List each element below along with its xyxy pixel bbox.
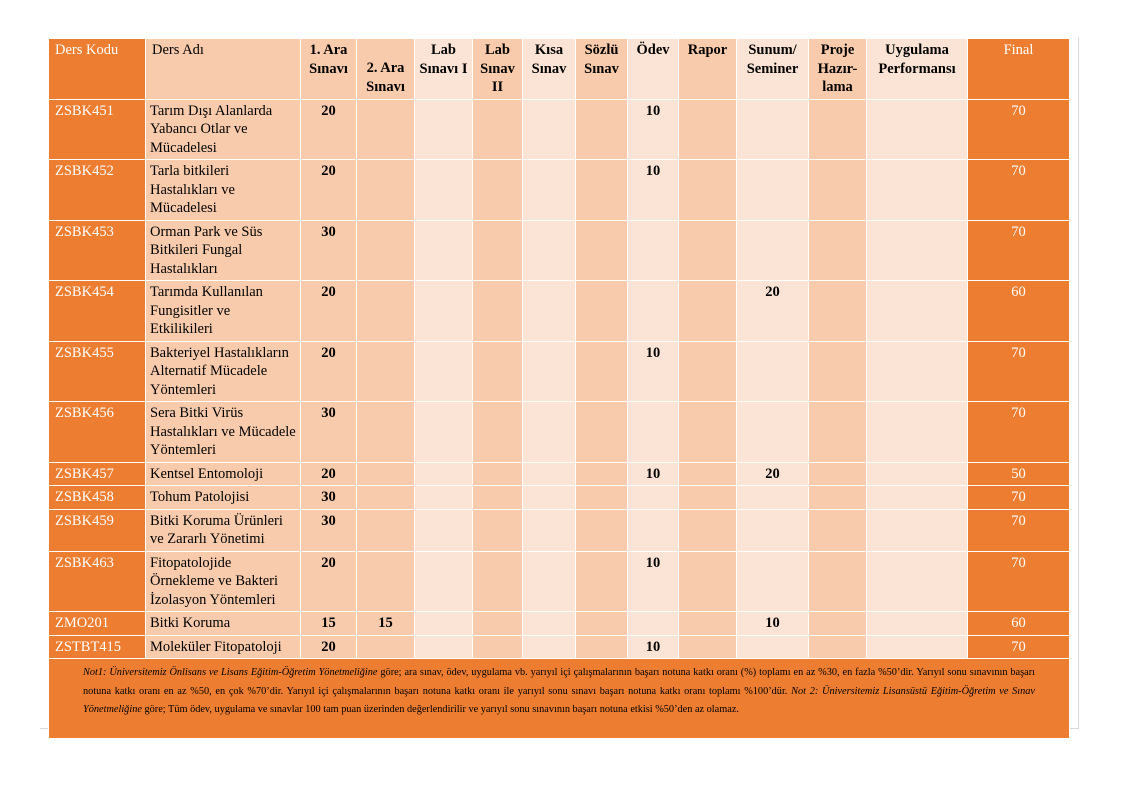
cell-lab1 (415, 551, 473, 612)
cell-code: ZSBK452 (49, 160, 146, 221)
cell-uygulama (867, 402, 968, 463)
table-row (49, 402, 1070, 463)
cell-lab2 (473, 402, 523, 463)
cell-sunum: 10 (737, 612, 809, 636)
cell-name: Kentsel Entomoloji (146, 462, 301, 486)
cell-rapor (679, 160, 737, 221)
cell-name: Sera Bitki Virüs Hastalıkları ve Mücadele Yöntemleri (146, 402, 301, 463)
cell-odev (628, 486, 679, 510)
cell-sunum (737, 551, 809, 612)
cell-lab2 (473, 509, 523, 551)
cell-final: 60 (968, 612, 1070, 636)
table-row (49, 509, 1070, 551)
cell-odev: 10 (628, 551, 679, 612)
cell-sozlu (576, 635, 628, 659)
cell-rapor (679, 612, 737, 636)
cell-proje (809, 99, 867, 160)
cell-kisa (523, 220, 576, 281)
cell-odev: 10 (628, 635, 679, 659)
cell-uygulama (867, 509, 968, 551)
cell-sozlu (576, 462, 628, 486)
header-kisa: Kısa Sınav (523, 39, 576, 100)
cell-name: Moleküler Fitopatoloji (146, 635, 301, 659)
header-name: Ders Adı (146, 39, 301, 100)
cell-proje (809, 486, 867, 510)
cell-uygulama (867, 635, 968, 659)
cell-code: ZSBK456 (49, 402, 146, 463)
note1-text: göre; ara sınav, ödev, uygulama vb. yarıyıl içi çalışmalarının başarı notuna katkı oranı (%) toplamı en az %30, en fazla %50’dir. Yarıyıl sonu sınavının başarı notuna katkı oranı en az %50, en çok %70’dir. Yarıyıl içi çalışmalarının başarı notuna katkı oranı ile yarıyıl sonu sınavı başarı notuna katkı oranı toplamı %100’dür. (83, 667, 1035, 697)
cell-odev (628, 281, 679, 342)
cell-name: Bakteriyel Hastalıkların Alternatif Mücadele Yöntemleri (146, 341, 301, 402)
cell-kisa (523, 402, 576, 463)
cell-ara1: 20 (301, 160, 357, 221)
table-row (49, 160, 1070, 221)
cell-code: ZSBK458 (49, 486, 146, 510)
cell-lab1 (415, 281, 473, 342)
cell-kisa (523, 509, 576, 551)
cell-final: 70 (968, 486, 1070, 510)
cell-lab2 (473, 220, 523, 281)
cell-ara2: 15 (357, 612, 415, 636)
cell-rapor (679, 509, 737, 551)
cell-kisa (523, 160, 576, 221)
cell-rapor (679, 220, 737, 281)
cell-name: Tarla bitkileri Hastalıkları ve Mücadelesi (146, 160, 301, 221)
cell-rapor (679, 462, 737, 486)
cell-sunum (737, 635, 809, 659)
cell-ara1: 20 (301, 551, 357, 612)
cell-proje (809, 509, 867, 551)
cell-ara2 (357, 160, 415, 221)
cell-proje (809, 635, 867, 659)
cell-lab2 (473, 635, 523, 659)
cell-name: Tohum Patolojisi (146, 486, 301, 510)
cell-ara1: 30 (301, 509, 357, 551)
header-lab2: Lab Sınav II (473, 39, 523, 100)
cell-ara2 (357, 341, 415, 402)
note-row (49, 659, 1070, 739)
cell-lab1 (415, 509, 473, 551)
cell-sozlu (576, 509, 628, 551)
cell-name: Tarım Dışı Alanlarda Yabancı Otlar ve Mücadelesi (146, 99, 301, 160)
cell-ara2 (357, 635, 415, 659)
cell-kisa (523, 281, 576, 342)
cell-kisa (523, 551, 576, 612)
cell-final: 70 (968, 220, 1070, 281)
cell-sunum: 20 (737, 281, 809, 342)
cell-final: 70 (968, 635, 1070, 659)
cell-proje (809, 160, 867, 221)
cell-ara1: 30 (301, 486, 357, 510)
cell-ara1: 30 (301, 402, 357, 463)
cell-final: 70 (968, 509, 1070, 551)
cell-sunum: 20 (737, 462, 809, 486)
cell-lab1 (415, 402, 473, 463)
cell-uygulama (867, 462, 968, 486)
cell-odev: 10 (628, 462, 679, 486)
table-row (49, 220, 1070, 281)
cell-code: ZSBK454 (49, 281, 146, 342)
cell-lab2 (473, 341, 523, 402)
cell-final: 60 (968, 281, 1070, 342)
cell-sozlu (576, 220, 628, 281)
cell-ara1: 30 (301, 220, 357, 281)
cell-ara2 (357, 462, 415, 486)
header-uygulama: Uygulama Performansı (867, 39, 968, 100)
header-ara2: 2. Ara Sınavı (357, 39, 415, 100)
header-rapor: Rapor (679, 39, 737, 100)
cell-kisa (523, 486, 576, 510)
cell-name: Bitki Koruma (146, 612, 301, 636)
cell-code: ZSBK451 (49, 99, 146, 160)
cell-kisa (523, 635, 576, 659)
cell-ara1: 20 (301, 281, 357, 342)
header-row (49, 39, 1070, 100)
header-proje: Proje Hazır-lama (809, 39, 867, 100)
cell-ara1: 20 (301, 341, 357, 402)
table-row (49, 99, 1070, 160)
cell-lab1 (415, 462, 473, 486)
cell-proje (809, 220, 867, 281)
cell-ara2 (357, 486, 415, 510)
cell-code: ZSBK459 (49, 509, 146, 551)
header-lab1: Lab Sınavı I (415, 39, 473, 100)
cell-uygulama (867, 99, 968, 160)
cell-lab1 (415, 341, 473, 402)
cell-proje (809, 612, 867, 636)
cell-sozlu (576, 99, 628, 160)
cell-uygulama (867, 160, 968, 221)
cell-uygulama (867, 486, 968, 510)
cell-final: 70 (968, 551, 1070, 612)
cell-final: 70 (968, 402, 1070, 463)
cell-rapor (679, 486, 737, 510)
cell-name: Tarımda Kullanılan Fungisitler ve Etkilikileri (146, 281, 301, 342)
table-row (49, 612, 1070, 636)
cell-sozlu (576, 402, 628, 463)
cell-sozlu (576, 341, 628, 402)
header-sozlu: Sözlü Sınav (576, 39, 628, 100)
header-ara1: 1. Ara Sınavı (301, 39, 357, 100)
header-final: Final (968, 39, 1070, 100)
table-row (49, 281, 1070, 342)
cell-ara1: 20 (301, 462, 357, 486)
cell-lab2 (473, 281, 523, 342)
cell-sozlu (576, 612, 628, 636)
cell-rapor (679, 341, 737, 402)
cell-uygulama (867, 220, 968, 281)
cell-sunum (737, 402, 809, 463)
cell-rapor (679, 402, 737, 463)
cell-kisa (523, 612, 576, 636)
cell-lab1 (415, 160, 473, 221)
cell-kisa (523, 99, 576, 160)
note2-title: Not 2: Üniversitemiz Lisansüstü Eğitim-Öğretim ve Sınav Yönetmeliğine (83, 685, 1035, 715)
table-row (49, 635, 1070, 659)
cell-ara2 (357, 402, 415, 463)
cell-odev (628, 509, 679, 551)
cell-ara1: 20 (301, 635, 357, 659)
cell-uygulama (867, 612, 968, 636)
cell-rapor (679, 281, 737, 342)
cell-lab2 (473, 99, 523, 160)
table-row (49, 486, 1070, 510)
cell-lab2 (473, 486, 523, 510)
cell-code: ZSBK453 (49, 220, 146, 281)
cell-odev: 10 (628, 341, 679, 402)
cell-code: ZSBK457 (49, 462, 146, 486)
header-code: Ders Kodu (49, 39, 146, 100)
grade-weights-table (48, 38, 1070, 739)
cell-proje (809, 402, 867, 463)
cell-sozlu (576, 160, 628, 221)
cell-ara2 (357, 551, 415, 612)
cell-ara1: 15 (301, 612, 357, 636)
cell-lab1 (415, 486, 473, 510)
cell-name: Orman Park ve Süs Bitkileri Fungal Hastalıkları (146, 220, 301, 281)
cell-uygulama (867, 551, 968, 612)
cell-odev (628, 220, 679, 281)
cell-odev (628, 612, 679, 636)
cell-rapor (679, 635, 737, 659)
cell-lab2 (473, 612, 523, 636)
cell-sunum (737, 160, 809, 221)
table-row (49, 341, 1070, 402)
cell-kisa (523, 341, 576, 402)
cell-ara2 (357, 509, 415, 551)
cell-sunum (737, 341, 809, 402)
cell-proje (809, 551, 867, 612)
cell-sozlu (576, 551, 628, 612)
cell-final: 70 (968, 99, 1070, 160)
cell-lab1 (415, 220, 473, 281)
cell-sunum (737, 509, 809, 551)
cell-odev: 10 (628, 99, 679, 160)
cell-proje (809, 462, 867, 486)
cell-ara2 (357, 99, 415, 160)
cell-code: ZMO201 (49, 612, 146, 636)
cell-ara2 (357, 220, 415, 281)
cell-lab1 (415, 99, 473, 160)
header-odev: Ödev (628, 39, 679, 100)
header-sunum: Sunum/ Seminer (737, 39, 809, 100)
cell-code: ZSBK463 (49, 551, 146, 612)
cell-code: ZSBK455 (49, 341, 146, 402)
cell-lab2 (473, 551, 523, 612)
cell-sunum (737, 486, 809, 510)
cell-ara2 (357, 281, 415, 342)
cell-ara1: 20 (301, 99, 357, 160)
note2-text: göre; Tüm ödev, uygulama ve sınavlar 100 tam puan üzerinden değerlendirilir ve yarıyıl sonu sınavının başarı notuna etkisi %50’den az olamaz. (141, 704, 739, 715)
cell-lab1 (415, 635, 473, 659)
cell-sunum (737, 99, 809, 160)
cell-lab2 (473, 160, 523, 221)
cell-code: ZSTBT415 (49, 635, 146, 659)
cell-final: 50 (968, 462, 1070, 486)
note-cell (49, 659, 1070, 739)
cell-odev: 10 (628, 160, 679, 221)
cell-rapor (679, 99, 737, 160)
cell-sunum (737, 220, 809, 281)
table-row (49, 462, 1070, 486)
cell-final: 70 (968, 341, 1070, 402)
cell-name: Bitki Koruma Ürünleri ve Zararlı Yönetimi (146, 509, 301, 551)
cell-uygulama (867, 281, 968, 342)
cell-uygulama (867, 341, 968, 402)
cell-proje (809, 281, 867, 342)
cell-kisa (523, 462, 576, 486)
cell-odev (628, 402, 679, 463)
cell-sozlu (576, 281, 628, 342)
note1-title: Not1: Üniversitemiz Önlisans ve Lisans Eğitim-Öğretim Yönetmeliğine (83, 667, 378, 678)
cell-lab1 (415, 612, 473, 636)
cell-final: 70 (968, 160, 1070, 221)
cell-name: Fitopatolojide Örnekleme ve Bakteri İzolasyon Yöntemleri (146, 551, 301, 612)
cell-proje (809, 341, 867, 402)
cell-sozlu (576, 486, 628, 510)
cell-rapor (679, 551, 737, 612)
cell-lab2 (473, 462, 523, 486)
table-row (49, 551, 1070, 612)
